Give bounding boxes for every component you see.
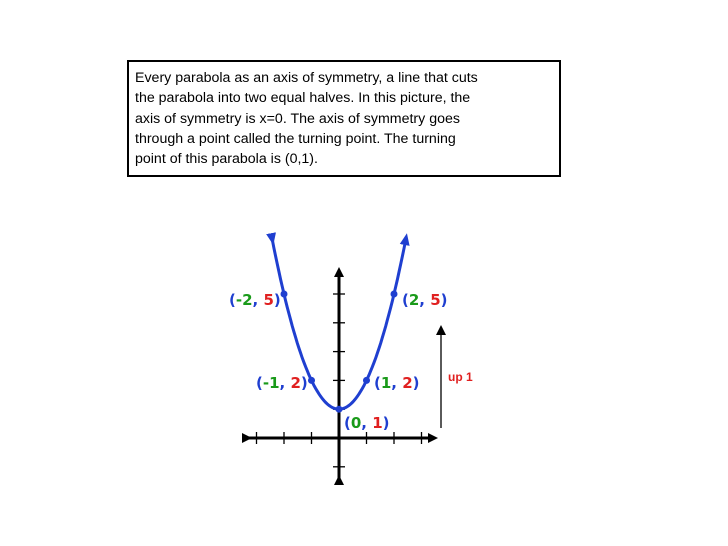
point-dot-2: [308, 377, 315, 384]
point-dot-4: [336, 406, 343, 413]
description-line-3: axis of symmetry is x=0. The axis of symmetry goes: [135, 110, 460, 127]
description-line-2: the parabola into two equal halves. In this picture, the: [135, 90, 471, 107]
point-dot-0: [281, 291, 288, 298]
description-line-4: through a point called the turning point. The turning: [135, 130, 456, 147]
description-line-1: Every parabola as an axis of symmetry, a line that cuts: [135, 70, 478, 86]
point-label-2-5: (2, 5): [402, 291, 448, 309]
point-dot-1: [391, 291, 398, 298]
point-label-0-1: (0, 1): [344, 414, 390, 432]
point-label-neg1-2: (-1, 2): [256, 374, 308, 392]
up-arrow-label: up 1: [448, 370, 473, 384]
point-label-1-2: (1, 2): [374, 374, 420, 392]
description-line-5: point of this parabola is (0,1).: [135, 151, 318, 168]
point-label-neg2-5: (-2, 5): [229, 291, 281, 309]
point-dot-3: [363, 377, 370, 384]
